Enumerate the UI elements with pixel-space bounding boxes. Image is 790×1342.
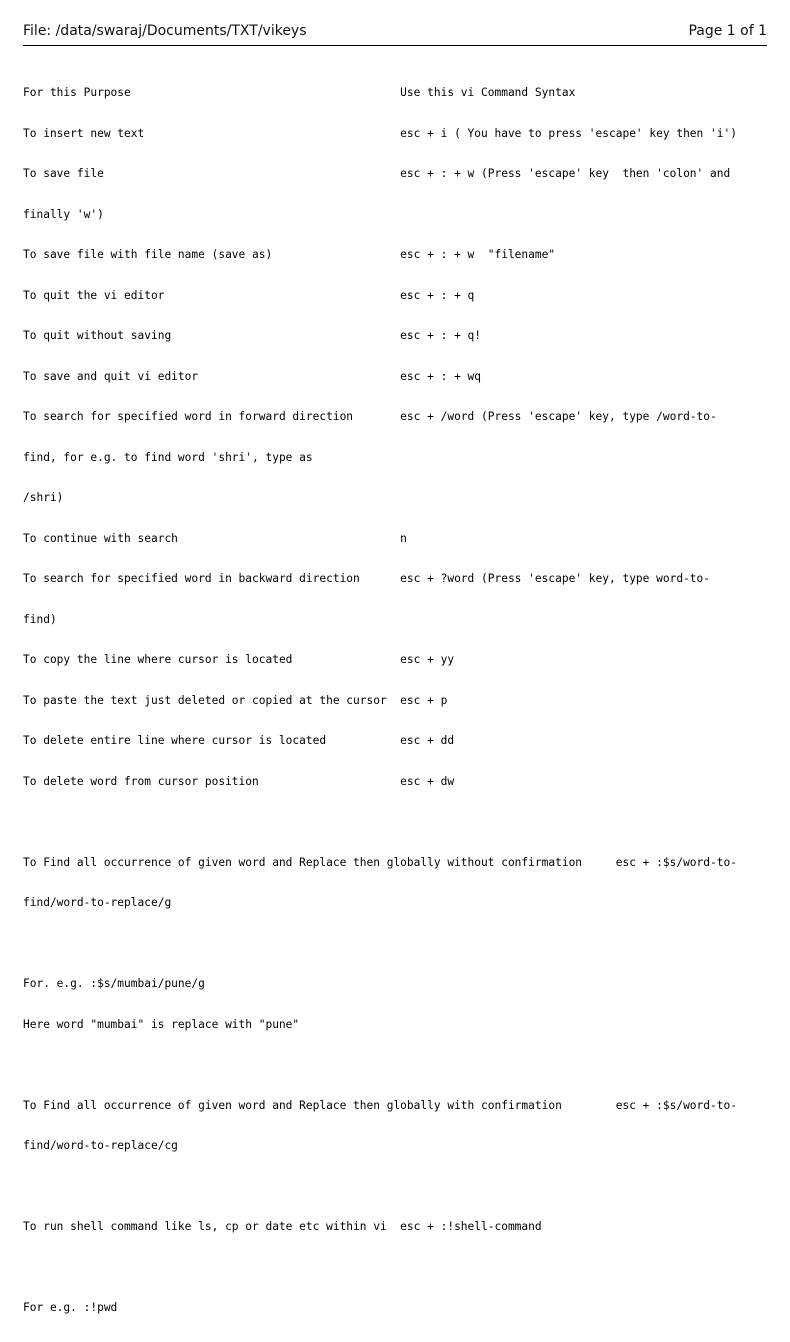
text-line: To search for specified word in forward direction esc + /word (Press 'escape' key, type /word-to- [23,410,717,423]
text-line: To save and quit vi editor esc + : + wq [23,369,482,383]
text-line: find/word-to-replace/g [23,896,172,909]
header-divider [23,45,767,46]
text-line: Here word "mumbai" is replace with "pune" [23,1017,300,1031]
file-path-label: File: /data/swaraj/Documents/TXT/vikeys [23,23,307,39]
text-line: To search for specified word in backward direction esc + ?word (Press 'escape' key, type word-to- [23,572,711,585]
page-number-label: Page 1 of 1 [688,23,767,39]
text-line: find) [23,612,57,626]
text-line: To copy the line where cursor is located esc + yy [23,653,455,666]
text-line: To quit without saving esc + : + q! [23,329,482,342]
text-line: finally 'w') [23,207,104,221]
blank-line [23,937,773,951]
text-line: find/word-to-replace/cg [23,1139,178,1152]
text-line: find, for e.g. to find word 'shri', type as [23,450,313,464]
blank-line [23,1180,773,1194]
blank-line [23,815,773,829]
text-line: To delete entire line where cursor is located esc + dd [23,734,455,747]
text-line: To continue with search n [23,531,407,545]
text-line: To insert new text esc + i ( You have to press 'escape' key then 'i') [23,126,737,140]
text-line: To Find all occurrence of given word and Replace then globally without confirmation esc + :$s/word-to- [23,855,737,869]
text-line: To run shell command like ls, cp or date etc within vi esc + :!shell-command [23,1220,542,1233]
text-line: For this Purpose Use this vi Command Syntax [23,86,576,99]
blank-line [23,1261,773,1275]
text-line: For. e.g. :$s/mumbai/pune/g [23,977,205,990]
text-line: /shri) [23,491,64,504]
text-line: To Find all occurrence of given word and Replace then globally with confirmation esc + :$s/word-to- [23,1098,737,1112]
text-line: To quit the vi editor esc + : + q [23,288,475,302]
text-line: To save file with file name (save as) esc + : + w "filename" [23,248,556,261]
text-line: For e.g. :!pwd [23,1301,118,1314]
document-body [23,59,773,1342]
text-line: To save file esc + : + w (Press 'escape' key then 'colon' and [23,167,731,180]
blank-line [23,1058,773,1072]
page-header [23,21,767,41]
text-line: To paste the text just deleted or copied at the cursor esc + p [23,693,448,707]
text-line: To delete word from cursor position esc + dw [23,774,455,788]
